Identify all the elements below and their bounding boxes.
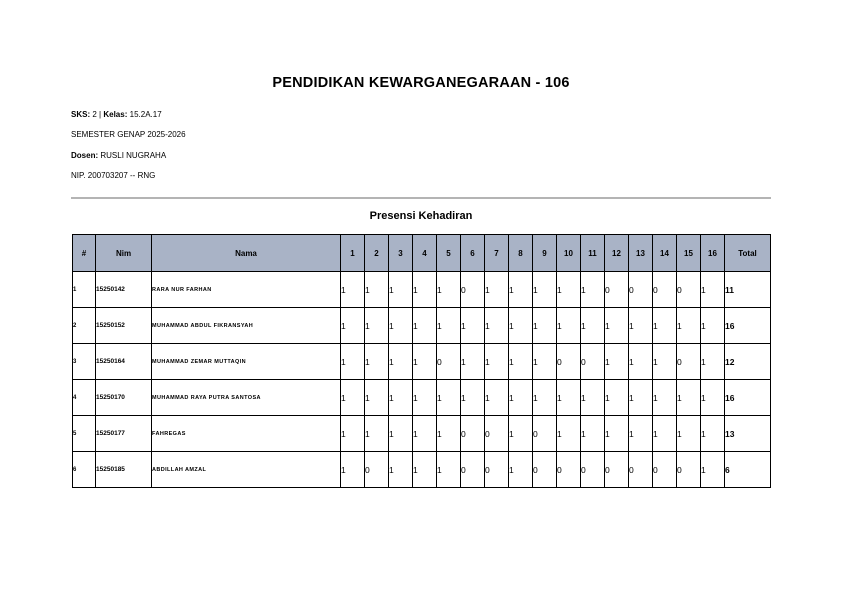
attendance-cell: 1 [509, 344, 533, 380]
divider [71, 197, 771, 199]
table-row [73, 416, 771, 452]
attendance-cell: 1 [581, 272, 605, 308]
column-header: 13 [629, 235, 653, 272]
row-number: 3 [73, 344, 96, 380]
attendance-cell: 1 [629, 344, 653, 380]
attendance-cell: 0 [461, 416, 485, 452]
attendance-cell: 1 [437, 272, 461, 308]
attendance-cell: 1 [341, 272, 365, 308]
student-name: FAHREGAS [152, 416, 341, 452]
attendance-cell: 1 [341, 344, 365, 380]
attendance-cell: 0 [461, 272, 485, 308]
attendance-cell: 0 [557, 452, 581, 488]
attendance-cell: 0 [677, 272, 701, 308]
attendance-cell: 1 [581, 308, 605, 344]
attendance-cell: 0 [557, 344, 581, 380]
attendance-cell: 1 [677, 416, 701, 452]
table-row [73, 272, 771, 308]
attendance-cell: 1 [509, 380, 533, 416]
attendance-cell: 0 [365, 452, 389, 488]
attendance-cell: 1 [533, 344, 557, 380]
column-header: 6 [461, 235, 485, 272]
attendance-cell: 1 [365, 272, 389, 308]
attendance-cell: 1 [653, 380, 677, 416]
table-row [73, 452, 771, 488]
student-nim: 15250142 [96, 272, 152, 308]
column-header: 12 [605, 235, 629, 272]
attendance-cell: 1 [557, 380, 581, 416]
attendance-cell: 1 [653, 344, 677, 380]
attendance-cell: 0 [653, 272, 677, 308]
attendance-cell: 1 [485, 308, 509, 344]
nip-line: NIP. 200703207 -- RNG [71, 171, 156, 180]
attendance-cell: 1 [485, 272, 509, 308]
separator: | [99, 110, 102, 119]
column-header: 9 [533, 235, 557, 272]
attendance-cell: 0 [605, 452, 629, 488]
student-nim: 15250185 [96, 452, 152, 488]
attendance-cell: 1 [557, 308, 581, 344]
student-nim: 15250164 [96, 344, 152, 380]
attendance-cell: 1 [389, 272, 413, 308]
attendance-cell: 1 [389, 416, 413, 452]
attendance-cell: 1 [605, 380, 629, 416]
kelas-value: 15.2A.17 [129, 110, 162, 119]
attendance-cell: 1 [509, 452, 533, 488]
attendance-cell: 1 [533, 272, 557, 308]
attendance-cell: 1 [437, 416, 461, 452]
column-header: Nim [96, 235, 152, 272]
attendance-cell: 1 [341, 380, 365, 416]
table-body [73, 272, 771, 488]
section-title: Presensi Kehadiran [369, 210, 473, 222]
attendance-cell: 0 [533, 416, 557, 452]
attendance-cell: 1 [461, 344, 485, 380]
column-header: 10 [557, 235, 581, 272]
attendance-cell: 1 [509, 308, 533, 344]
column-header: 3 [389, 235, 413, 272]
attendance-cell: 1 [605, 344, 629, 380]
attendance-cell: 1 [413, 308, 437, 344]
row-number: 1 [73, 272, 96, 308]
attendance-cell: 1 [341, 452, 365, 488]
dosen-value: RUSLI NUGRAHA [100, 151, 167, 160]
row-number: 5 [73, 416, 96, 452]
attendance-cell: 0 [437, 344, 461, 380]
attendance-cell: 1 [461, 380, 485, 416]
attendance-cell: 1 [557, 416, 581, 452]
attendance-cell: 1 [389, 308, 413, 344]
student-nim: 15250152 [96, 308, 152, 344]
attendance-cell: 1 [701, 344, 725, 380]
attendance-cell: 0 [605, 272, 629, 308]
attendance-cell: 1 [413, 452, 437, 488]
semester-line: SEMESTER GENAP 2025-2026 [71, 130, 186, 139]
attendance-cell: 1 [533, 380, 557, 416]
column-header: 7 [485, 235, 509, 272]
sks-value: 2 [92, 110, 97, 119]
attendance-total: 16 [725, 308, 771, 344]
attendance-cell: 1 [461, 308, 485, 344]
attendance-cell: 1 [413, 344, 437, 380]
column-header: 15 [677, 235, 701, 272]
column-header: 4 [413, 235, 437, 272]
attendance-cell: 1 [341, 416, 365, 452]
attendance-cell: 1 [365, 416, 389, 452]
attendance-cell: 1 [341, 308, 365, 344]
attendance-cell: 1 [701, 452, 725, 488]
attendance-cell: 0 [485, 452, 509, 488]
table-row [73, 344, 771, 380]
sks-kelas-line: SKS: 2 | Kelas: 15.2A.17 [71, 110, 162, 119]
sks-label: SKS [71, 110, 88, 119]
attendance-cell: 1 [437, 380, 461, 416]
attendance-total: 6 [725, 452, 771, 488]
row-number: 2 [73, 308, 96, 344]
table-header-row [73, 235, 771, 272]
attendance-cell: 1 [677, 380, 701, 416]
attendance-cell: 0 [629, 272, 653, 308]
attendance-cell: 0 [485, 416, 509, 452]
column-header: # [73, 235, 96, 272]
attendance-cell: 0 [581, 452, 605, 488]
student-name: RARA NUR FARHAN [152, 272, 341, 308]
kelas-label: Kelas [103, 110, 125, 119]
dosen-label: Dosen [71, 151, 96, 160]
column-header: 1 [341, 235, 365, 272]
attendance-cell: 1 [413, 380, 437, 416]
column-header: Total [725, 235, 771, 272]
attendance-cell: 1 [485, 344, 509, 380]
row-number: 6 [73, 452, 96, 488]
attendance-cell: 1 [629, 380, 653, 416]
attendance-cell: 1 [653, 416, 677, 452]
attendance-total: 11 [725, 272, 771, 308]
page-title: PENDIDIKAN KEWARGANEGARAAN - 106 [272, 75, 570, 91]
column-header: 8 [509, 235, 533, 272]
attendance-cell: 0 [461, 452, 485, 488]
attendance-cell: 1 [413, 272, 437, 308]
attendance-cell: 1 [365, 308, 389, 344]
attendance-cell: 1 [389, 344, 413, 380]
attendance-cell: 1 [365, 380, 389, 416]
student-name: MUHAMMAD RAYA PUTRA SANTOSA [152, 380, 341, 416]
attendance-cell: 1 [701, 308, 725, 344]
attendance-cell: 1 [605, 416, 629, 452]
attendance-cell: 1 [605, 308, 629, 344]
attendance-cell: 0 [629, 452, 653, 488]
attendance-cell: 1 [629, 416, 653, 452]
dosen-line: Dosen: RUSLI NUGRAHA [71, 151, 167, 160]
attendance-cell: 1 [581, 380, 605, 416]
attendance-cell: 1 [437, 308, 461, 344]
column-header: 14 [653, 235, 677, 272]
attendance-cell: 1 [629, 308, 653, 344]
attendance-cell: 1 [389, 452, 413, 488]
attendance-cell: 1 [389, 380, 413, 416]
student-name: ABDILLAH AMZAL [152, 452, 341, 488]
attendance-table [72, 234, 771, 488]
attendance-cell: 1 [485, 380, 509, 416]
student-nim: 15250177 [96, 416, 152, 452]
attendance-total: 13 [725, 416, 771, 452]
student-name: MUHAMMAD ABDUL FIKRANSYAH [152, 308, 341, 344]
attendance-cell: 1 [581, 416, 605, 452]
attendance-cell: 1 [509, 416, 533, 452]
column-header: 5 [437, 235, 461, 272]
attendance-cell: 1 [677, 308, 701, 344]
attendance-cell: 1 [437, 452, 461, 488]
attendance-cell: 1 [413, 416, 437, 452]
attendance-cell: 0 [533, 452, 557, 488]
table-row [73, 380, 771, 416]
attendance-cell: 0 [677, 452, 701, 488]
column-header: 11 [581, 235, 605, 272]
attendance-cell: 1 [701, 416, 725, 452]
attendance-cell: 1 [533, 308, 557, 344]
column-header: Nama [152, 235, 341, 272]
attendance-cell: 1 [557, 272, 581, 308]
attendance-cell: 1 [701, 380, 725, 416]
column-header: 2 [365, 235, 389, 272]
table-row [73, 308, 771, 344]
attendance-cell: 1 [701, 272, 725, 308]
attendance-cell: 1 [509, 272, 533, 308]
student-nim: 15250170 [96, 380, 152, 416]
attendance-cell: 0 [581, 344, 605, 380]
attendance-total: 16 [725, 380, 771, 416]
student-name: MUHAMMAD ZEMAR MUTTAQIN [152, 344, 341, 380]
attendance-cell: 0 [653, 452, 677, 488]
attendance-cell: 1 [653, 308, 677, 344]
row-number: 4 [73, 380, 96, 416]
attendance-cell: 1 [365, 344, 389, 380]
column-header: 16 [701, 235, 725, 272]
attendance-total: 12 [725, 344, 771, 380]
attendance-cell: 0 [677, 344, 701, 380]
